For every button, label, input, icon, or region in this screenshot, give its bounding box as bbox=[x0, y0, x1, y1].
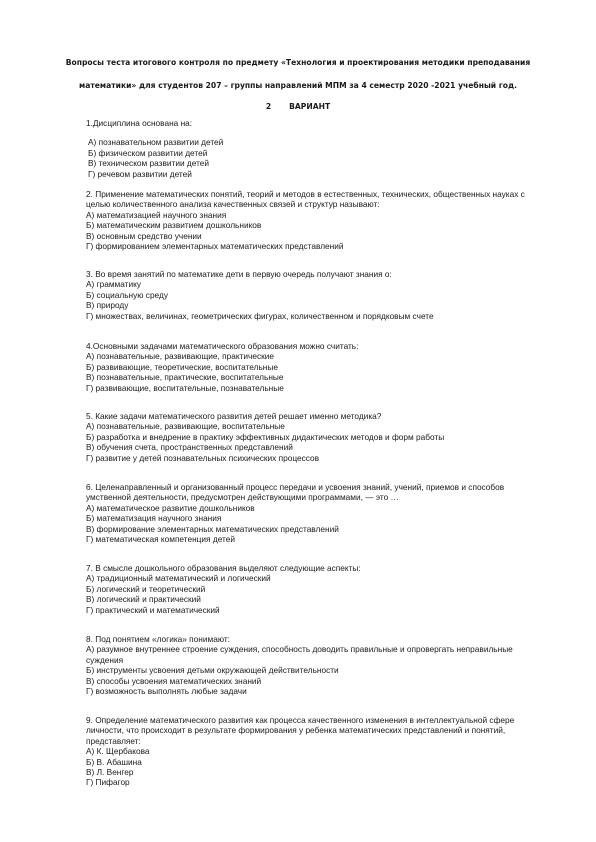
answer-options bbox=[86, 137, 550, 179]
answer-option: А) традиционный математический и логический bbox=[86, 573, 271, 584]
answer-option: А) математизацией научного знания bbox=[86, 209, 227, 220]
question-text: 8. Под понятием «логика» понимают: bbox=[86, 634, 230, 644]
question-text: 4.Основными задачами математического образования можно считать: bbox=[86, 341, 359, 351]
question-text: 3. Во время занятий по математике дети в первую очередь получают знания о: bbox=[86, 269, 392, 279]
answer-options bbox=[86, 279, 550, 321]
answer-options bbox=[86, 421, 550, 463]
question-text: 7. В смысле дошкольного образования выделяют следующие аспекты: bbox=[86, 563, 361, 573]
question-text: 2. Применение математических понятий, теорий и методов в естественных, технических, общественных науках с целью количественного анализа качественных связей и структур называют: bbox=[86, 189, 525, 210]
answer-options bbox=[86, 503, 550, 545]
answer-option: А) математическое развитие дошкольников bbox=[86, 502, 255, 513]
answer-option: А) познавательном развитии детей bbox=[88, 137, 224, 148]
question-text: 6. Целенаправленный и организованный процесс передачи и усвоения знаний, учений, приемов и способов умственной деятельности, предусмотрен действующими программами, — это … bbox=[86, 482, 505, 503]
answer-option: Б) развивающие, теоретические, воспитательные bbox=[86, 361, 278, 372]
answer-option: Б) математизация научного знания bbox=[86, 513, 222, 524]
answer-option: А) К. Щербакова bbox=[86, 746, 150, 757]
answer-options bbox=[86, 644, 550, 696]
answer-options bbox=[86, 210, 550, 252]
answer-option: Г) формированием элементарных математических представлений bbox=[86, 241, 344, 252]
answer-option: Б) В. Абашина bbox=[86, 756, 142, 767]
answer-option: Г) возможность выполнять любые задачи bbox=[86, 686, 247, 697]
answer-option: Г) развитие у детей познавательных психических процессов bbox=[86, 452, 320, 463]
document-title-line-1: Вопросы теста итогового контроля по предмету «Технология и проектирования методики преподавания bbox=[65, 58, 531, 67]
answer-options bbox=[86, 351, 550, 393]
answer-option: В) природу bbox=[86, 300, 129, 311]
answer-option: Г) множествах, величинах, геометрических фигурах, количественном и порядковым счете bbox=[86, 310, 434, 321]
answer-options bbox=[86, 746, 550, 788]
answer-option: В) формирование элементарных математических представлений bbox=[86, 523, 339, 534]
document-title-line-2: математики» для студентов 207 – группы направлений МПМ за 4 семестр 2020 -2021 учебный год. bbox=[79, 81, 517, 90]
answer-option: В) основным средство учении bbox=[86, 230, 202, 241]
question-block bbox=[86, 563, 550, 615]
question-block bbox=[86, 715, 550, 788]
answer-option: В) логический и практический bbox=[86, 594, 201, 605]
answer-option: Б) разработка и внедрение в практику эффективных дидактических методов и форм работы bbox=[86, 431, 445, 442]
variant-label: ВАРИАНТ bbox=[289, 102, 331, 111]
answer-option: Б) логический и теоретический bbox=[86, 583, 206, 594]
answer-option: А) познавательные, развивающие, практические bbox=[86, 351, 275, 362]
answer-option: Г) речевом развитии детей bbox=[88, 168, 192, 179]
answer-option: В) обучения счета, пространственных представлений bbox=[86, 442, 293, 453]
question-block bbox=[86, 634, 550, 696]
question-block bbox=[86, 341, 550, 393]
question-text: 9. Определение математического развития как процесса качественного изменения в интеллектуальной сфере личности, что происходит в результате формирования у ребенка математических представлений и понятий, представляет: bbox=[86, 715, 515, 746]
answer-option: В) техническом развитии детей bbox=[88, 158, 210, 169]
answer-option: А) познавательные, развивающие, воспитательные bbox=[86, 421, 285, 432]
variant-heading bbox=[0, 102, 596, 112]
answer-option: В) способы усвоения математических знаний bbox=[86, 675, 262, 686]
answer-option: Б) социальную среду bbox=[86, 289, 168, 300]
question-block bbox=[86, 482, 550, 544]
question-text: 5. Какие задачи математического развития детей решает именно методика? bbox=[86, 411, 382, 421]
question-text: 1.Дисциплина основана на: bbox=[86, 118, 193, 128]
question-block bbox=[86, 189, 550, 251]
answer-option: Б) физическом развитии детей bbox=[88, 147, 208, 158]
answer-option: Г) математическая компетенция детей bbox=[86, 534, 235, 545]
question-block bbox=[86, 118, 550, 179]
answer-option: В) Л. Венгер bbox=[86, 767, 134, 778]
answer-option: Г) практический и математический bbox=[86, 604, 220, 615]
question-block bbox=[86, 411, 550, 463]
question-block bbox=[86, 269, 550, 321]
answer-option: Б) математическим развитием дошкольников bbox=[86, 220, 262, 231]
answer-option: Г) Пифагор bbox=[86, 777, 130, 788]
answer-option: А) разумное внутреннее строение суждения, способность доводить правильные и опровергать неправильные суждения bbox=[86, 644, 513, 665]
answer-option: Б) инструменты усвоения детьми окружающей действительности bbox=[86, 665, 339, 676]
answer-option: В) познавательные, практические, воспитательные bbox=[86, 372, 284, 383]
answer-option: Г) развивающие, воспитательные, познавательные bbox=[86, 382, 284, 393]
answer-options bbox=[86, 573, 550, 615]
answer-option: А) грамматику bbox=[86, 279, 142, 290]
variant-number: 2 bbox=[265, 102, 272, 111]
